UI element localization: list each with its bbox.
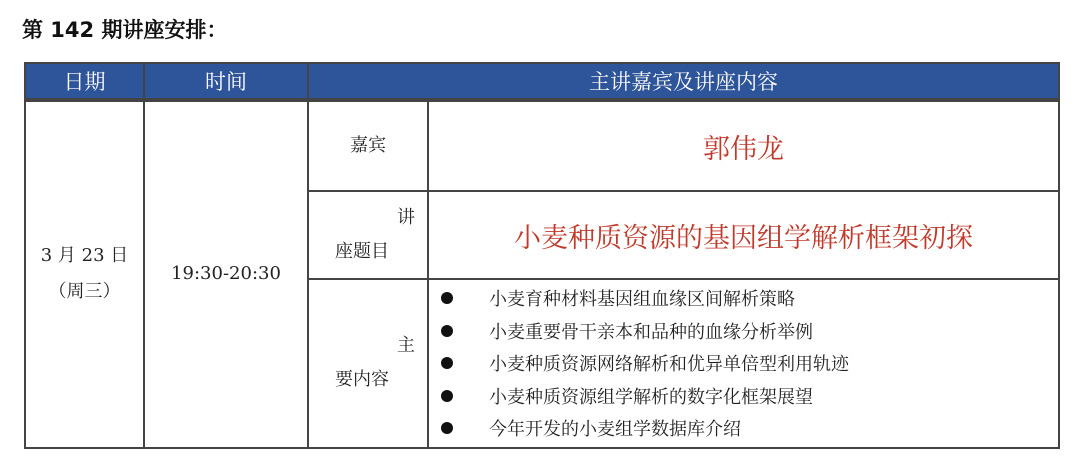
page-heading: 第 142 期讲座安排： bbox=[22, 18, 228, 42]
header-row bbox=[25, 63, 1059, 100]
guest-cell bbox=[428, 100, 1059, 191]
main-content-list bbox=[429, 280, 1058, 447]
lecture-title: 小麦种质资源的基因组学解析框架初探 bbox=[514, 222, 973, 254]
lecture-title-cell bbox=[428, 191, 1059, 279]
main-content-label bbox=[308, 279, 428, 448]
guest-row bbox=[25, 100, 1059, 191]
list-item-text: 小麦种质资源网络解析和优异单倍型利用轨迹 bbox=[489, 354, 849, 375]
date-cell bbox=[25, 100, 144, 448]
list-item-text: 今年开发的小麦组学数据库介绍 bbox=[489, 419, 741, 440]
guest-label: 嘉宾 bbox=[308, 100, 428, 191]
schedule-table bbox=[24, 62, 1060, 449]
time-cell: 19:30-20:30 bbox=[144, 100, 308, 448]
header-time: 时间 bbox=[144, 63, 308, 100]
list-item-text: 小麦种质资源组学解析的数字化框架展望 bbox=[489, 386, 813, 408]
main-content-label-line2: 要内容 bbox=[335, 369, 389, 391]
lecture-title-label-line2: 座题目 bbox=[335, 241, 389, 262]
list-item-text: 小麦育种材料基因组血缘区间解析策略 bbox=[489, 289, 795, 310]
bullet-icon bbox=[441, 390, 453, 402]
list-item-text: 小麦重要骨干亲本和品种的血缘分析举例 bbox=[489, 321, 813, 343]
list-item bbox=[441, 349, 1058, 382]
list-item bbox=[441, 414, 1058, 447]
bullet-icon bbox=[441, 422, 453, 434]
bullet-icon bbox=[441, 357, 453, 369]
date-text: 3 月 23 日 bbox=[40, 245, 129, 267]
list-item bbox=[441, 382, 1058, 415]
header-guest-content: 主讲嘉宾及讲座内容 bbox=[308, 63, 1059, 100]
lecture-title-label bbox=[308, 191, 428, 279]
bullet-icon bbox=[441, 325, 453, 337]
guest-name: 郭伟龙 bbox=[703, 133, 784, 165]
bullet-icon bbox=[441, 292, 453, 304]
weekday-text: （周三） bbox=[48, 281, 121, 303]
lecture-title-label-line1: 讲 bbox=[397, 207, 415, 228]
main-content-label-line1: 主 bbox=[397, 335, 415, 357]
list-item bbox=[441, 317, 1058, 350]
main-content-cell bbox=[428, 279, 1059, 448]
header-date: 日期 bbox=[25, 63, 144, 100]
list-item bbox=[441, 284, 1058, 317]
